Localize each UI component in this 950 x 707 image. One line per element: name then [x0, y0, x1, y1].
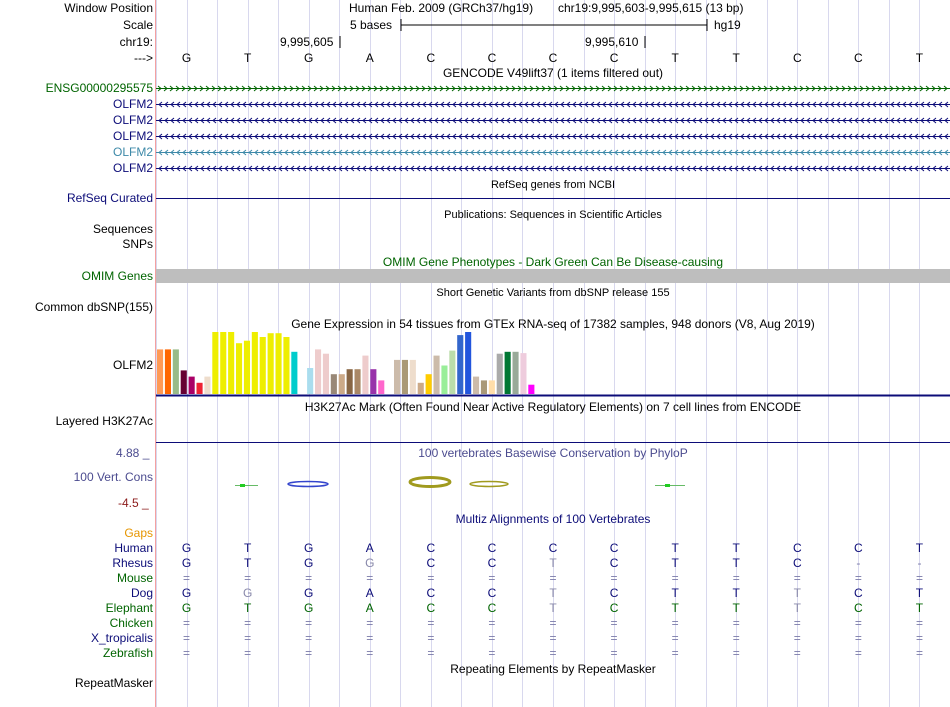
gencode-gene-label[interactable]: OLFM2: [112, 97, 153, 111]
repeatmasker-label[interactable]: RepeatMasker: [74, 676, 153, 690]
aligned-base: =: [244, 631, 252, 645]
aligned-base: =: [671, 571, 679, 585]
aligned-base: C: [426, 541, 436, 555]
gtex-tissue-bar: [291, 352, 297, 394]
dna-base: C: [792, 51, 802, 65]
gtex-tissue-bar: [505, 352, 511, 394]
aligned-base: =: [671, 646, 679, 660]
aligned-base: =: [549, 631, 557, 645]
dna-base: T: [732, 51, 740, 65]
gtex-tissue-bar: [489, 380, 495, 394]
phylop-mark: [470, 482, 508, 487]
aligned-base: =: [183, 631, 191, 645]
gencode-gene-label[interactable]: OLFM2: [112, 129, 153, 143]
aligned-base: C: [487, 556, 497, 570]
aligned-base: =: [854, 616, 862, 630]
gtex-tissue-bar: [418, 383, 424, 394]
conservation-label[interactable]: 100 Vert. Cons: [73, 470, 153, 484]
gencode-gene-label[interactable]: OLFM2: [112, 145, 153, 159]
aligned-base: =: [854, 646, 862, 660]
aligned-base: =: [854, 631, 862, 645]
aligned-base: T: [915, 601, 924, 615]
gtex-tissue-bar: [394, 360, 400, 394]
aligned-base: =: [610, 646, 618, 660]
aligned-base: =: [305, 631, 313, 645]
aligned-base: =: [671, 616, 679, 630]
gtex-tissue-bar: [497, 354, 503, 394]
aligned-base: =: [671, 631, 679, 645]
aligned-base: A: [365, 541, 374, 555]
phylop-mark: [240, 484, 245, 487]
gtex-tissue-bar: [268, 333, 274, 394]
gtex-tissue-bar: [441, 366, 447, 395]
gtex-tissue-bar: [315, 349, 321, 394]
omim-label[interactable]: OMIM Genes: [81, 269, 153, 283]
aligned-base: G: [365, 556, 375, 570]
gtex-tissue-bar: [362, 356, 368, 394]
aligned-base: T: [671, 601, 679, 615]
aligned-base: =: [488, 646, 496, 660]
aligned-base: -: [917, 556, 922, 570]
aligned-base: C: [487, 541, 497, 555]
aligned-base: =: [793, 631, 801, 645]
omim-title[interactable]: OMIM Gene Phenotypes - Dark Green Can Be Disease-causing: [382, 255, 724, 269]
aligned-base: =: [915, 571, 923, 585]
position-range: chr19:9,995,603-9,995,615 (13 bp): [558, 1, 744, 15]
aligned-base: C: [792, 541, 802, 555]
aligned-base: =: [427, 616, 435, 630]
gtex-tissue-bar: [244, 341, 250, 394]
gtex-tissue-bar: [181, 370, 187, 394]
aligned-base: C: [609, 541, 619, 555]
aligned-base: T: [243, 601, 252, 615]
scale-bar-text: 5 bases: [350, 18, 393, 32]
phylop-mark: [410, 478, 450, 487]
gtex-tissue-bar: [165, 349, 171, 394]
gtex-tissue-bar: [252, 332, 258, 394]
dna-base: T: [671, 51, 679, 65]
dna-base: T: [243, 51, 252, 65]
gtex-tissue-bar: [426, 374, 432, 394]
gencode-gene-label[interactable]: ENSG00000295575: [45, 81, 153, 95]
aligned-base: =: [244, 571, 252, 585]
aligned-base: =: [610, 571, 618, 585]
aligned-base: G: [181, 541, 192, 555]
aligned-base: =: [732, 646, 740, 660]
aligned-base: =: [793, 571, 801, 585]
gaps-label[interactable]: Gaps: [124, 526, 153, 540]
aligned-base: =: [732, 616, 740, 630]
aligned-base: T: [549, 586, 557, 600]
multiz-species-label[interactable]: Dog: [130, 586, 153, 600]
aligned-base: =: [915, 616, 923, 630]
aligned-base: =: [549, 571, 557, 585]
gtex-tissue-bar: [402, 360, 408, 394]
chrom-label: chr19:: [119, 35, 153, 49]
gtex-tissue-bar: [465, 332, 471, 394]
aligned-base: G: [304, 586, 314, 600]
gtex-tissue-bar: [457, 335, 463, 394]
dna-base: C: [487, 51, 497, 65]
aligned-base: =: [366, 646, 374, 660]
gtex-tissue-bar: [355, 369, 361, 394]
aligned-base: =: [549, 646, 557, 660]
aligned-base: A: [365, 586, 374, 600]
refseq-title[interactable]: RefSeq genes from NCBI: [490, 179, 616, 191]
h3k27ac-title[interactable]: H3K27Ac Mark (Often Found Near Active Regulatory Elements) on 7 cell lines from ENCODE: [304, 400, 802, 414]
aligned-base: =: [183, 646, 191, 660]
gtex-tissue-bar: [331, 374, 337, 394]
aligned-base: C: [609, 586, 619, 600]
aligned-base: =: [305, 646, 313, 660]
coord-tick-1: 9,995,605: [280, 35, 334, 49]
aligned-base: T: [915, 586, 924, 600]
dbsnp-label[interactable]: Common dbSNP(155): [34, 300, 153, 314]
dna-base: C: [854, 51, 863, 65]
aligned-base: =: [854, 571, 862, 585]
aligned-base: T: [671, 556, 679, 570]
publications-title[interactable]: Publications: Sequences in Scientific Articles: [444, 209, 662, 221]
aligned-base: =: [488, 571, 496, 585]
gtex-tissue-bar: [228, 332, 234, 394]
aligned-base: -: [856, 556, 861, 570]
aligned-base: G: [304, 541, 314, 555]
dna-base: C: [426, 51, 436, 65]
dbsnp-title[interactable]: Short Genetic Variants from dbSNP release 155: [436, 287, 670, 299]
aligned-base: G: [181, 586, 192, 600]
aligned-base: C: [487, 601, 497, 615]
aligned-base: =: [183, 571, 191, 585]
gtex-tissue-bar: [378, 380, 384, 394]
gtex-tissue-bar: [370, 369, 376, 394]
coord-tick-2: 9,995,610: [585, 35, 639, 49]
dna-base: C: [548, 51, 558, 65]
gtex-tissue-bar: [449, 351, 455, 394]
conservation-ymax: 4.88 _: [116, 446, 150, 460]
aligned-base: =: [427, 631, 435, 645]
aligned-base: C: [548, 541, 558, 555]
aligned-base: =: [915, 631, 923, 645]
repeatmasker-title[interactable]: Repeating Elements by RepeatMasker: [450, 662, 656, 676]
gtex-tissue-bar: [220, 332, 226, 394]
gtex-tissue-bar: [434, 356, 440, 394]
multiz-species-label[interactable]: Mouse: [116, 571, 153, 585]
gtex-tissue-bar: [307, 368, 313, 394]
aligned-base: C: [854, 586, 863, 600]
aligned-base: C: [426, 556, 436, 570]
window-position-label: Window Position: [64, 1, 153, 15]
aligned-base: G: [181, 601, 192, 615]
gtex-gene-label[interactable]: OLFM2: [112, 358, 153, 372]
aligned-base: =: [305, 571, 313, 585]
aligned-base: T: [671, 586, 679, 600]
gencode-gene-label[interactable]: OLFM2: [112, 113, 153, 127]
gtex-tissue-bar: [347, 369, 353, 394]
aligned-base: G: [304, 556, 314, 570]
multiz-species-label[interactable]: Chicken: [109, 616, 153, 630]
aligned-base: =: [305, 616, 313, 630]
aligned-base: =: [732, 571, 740, 585]
gtex-tissue-bar: [212, 332, 218, 394]
aligned-base: A: [365, 601, 374, 615]
publications-label[interactable]: Sequences: [92, 222, 153, 236]
gtex-tissue-bar: [189, 377, 195, 394]
aligned-base: C: [609, 556, 619, 570]
phylop-mark: [665, 484, 670, 487]
multiz-species-label[interactable]: Rhesus: [112, 556, 153, 570]
gtex-tissue-bar: [473, 377, 479, 394]
aligned-base: =: [549, 616, 557, 630]
aligned-base: T: [915, 541, 924, 555]
gtex-tissue-bar: [323, 354, 329, 394]
aligned-base: C: [487, 586, 497, 600]
gtex-tissue-bar: [339, 374, 345, 394]
gtex-tissue-bar: [410, 360, 416, 394]
gtex-tissue-bar: [197, 383, 203, 394]
aligned-base: T: [793, 601, 801, 615]
aligned-base: T: [549, 601, 557, 615]
gtex-tissue-bar: [236, 343, 242, 394]
gtex-tissue-bar: [157, 349, 163, 394]
aligned-base: C: [854, 601, 863, 615]
aligned-base: =: [244, 646, 252, 660]
aligned-base: T: [732, 556, 740, 570]
aligned-base: =: [366, 571, 374, 585]
aligned-base: =: [610, 616, 618, 630]
assembly-name: Human Feb. 2009 (GRCh37/hg19): [349, 1, 534, 15]
gtex-tissue-bar: [513, 352, 519, 394]
aligned-base: G: [304, 601, 314, 615]
aligned-base: C: [426, 601, 436, 615]
aligned-base: =: [183, 616, 191, 630]
aligned-base: T: [732, 601, 740, 615]
aligned-base: =: [732, 631, 740, 645]
aligned-base: T: [732, 586, 740, 600]
aligned-base: =: [915, 646, 923, 660]
dna-base: G: [304, 51, 314, 65]
gtex-tissue-bar: [204, 377, 210, 394]
snps-label[interactable]: SNPs: [122, 237, 153, 251]
aligned-base: =: [610, 631, 618, 645]
gencode-gene-label[interactable]: OLFM2: [112, 161, 153, 175]
gtex-tissue-bar: [520, 353, 526, 394]
gtex-title[interactable]: Gene Expression in 54 tissues from GTEx RNA-seq of 17382 samples, 948 donors (V8, Aug 2019): [291, 317, 815, 331]
h3k27ac-label[interactable]: Layered H3K27Ac: [55, 414, 153, 428]
conservation-ymin: -4.5 _: [118, 496, 149, 510]
conservation-title[interactable]: 100 vertebrates Basewise Conservation by PhyloP: [418, 446, 688, 460]
gtex-tissue-bar: [481, 380, 487, 394]
gencode-title[interactable]: GENCODE V49lift37 (1 items filtered out): [442, 66, 664, 80]
multiz-title[interactable]: Multiz Alignments of 100 Vertebrates: [455, 512, 651, 526]
scale-db: hg19: [714, 18, 741, 32]
refseq-label[interactable]: RefSeq Curated: [66, 191, 153, 205]
aligned-base: =: [488, 616, 496, 630]
scale-label: Scale: [122, 18, 153, 32]
aligned-base: =: [427, 571, 435, 585]
multiz-species-label[interactable]: Elephant: [105, 601, 153, 615]
gtex-tissue-bar: [276, 333, 282, 394]
multiz-species-label[interactable]: Zebrafish: [102, 646, 153, 660]
aligned-base: =: [427, 646, 435, 660]
gtex-tissue-bar: [260, 337, 266, 394]
aligned-base: T: [793, 586, 801, 600]
aligned-base: T: [549, 556, 557, 570]
aligned-base: =: [366, 616, 374, 630]
gtex-tissue-bar: [173, 349, 179, 394]
aligned-base: C: [854, 541, 863, 555]
omim-gene-bar: [156, 269, 950, 283]
aligned-base: C: [792, 556, 802, 570]
aligned-base: C: [426, 586, 436, 600]
gtex-tissue-bar: [528, 385, 534, 394]
aligned-base: =: [366, 631, 374, 645]
aligned-base: C: [609, 601, 619, 615]
dna-base: A: [365, 51, 374, 65]
aligned-base: T: [732, 541, 740, 555]
gtex-tissue-bar: [283, 337, 289, 394]
dna-base: T: [915, 51, 924, 65]
aligned-base: =: [793, 616, 801, 630]
dna-base: C: [609, 51, 619, 65]
dna-base: G: [181, 51, 192, 65]
multiz-species-label[interactable]: X_tropicalis: [90, 631, 153, 645]
phylop-mark: [288, 482, 328, 487]
aligned-base: T: [671, 541, 679, 555]
aligned-base: T: [243, 541, 252, 555]
multiz-species-label[interactable]: Human: [114, 541, 153, 555]
aligned-base: G: [181, 556, 192, 570]
strand-label: --->: [134, 51, 153, 65]
aligned-base: T: [243, 556, 252, 570]
aligned-base: =: [488, 631, 496, 645]
aligned-base: G: [242, 586, 253, 600]
aligned-base: =: [244, 616, 252, 630]
aligned-base: =: [793, 646, 801, 660]
